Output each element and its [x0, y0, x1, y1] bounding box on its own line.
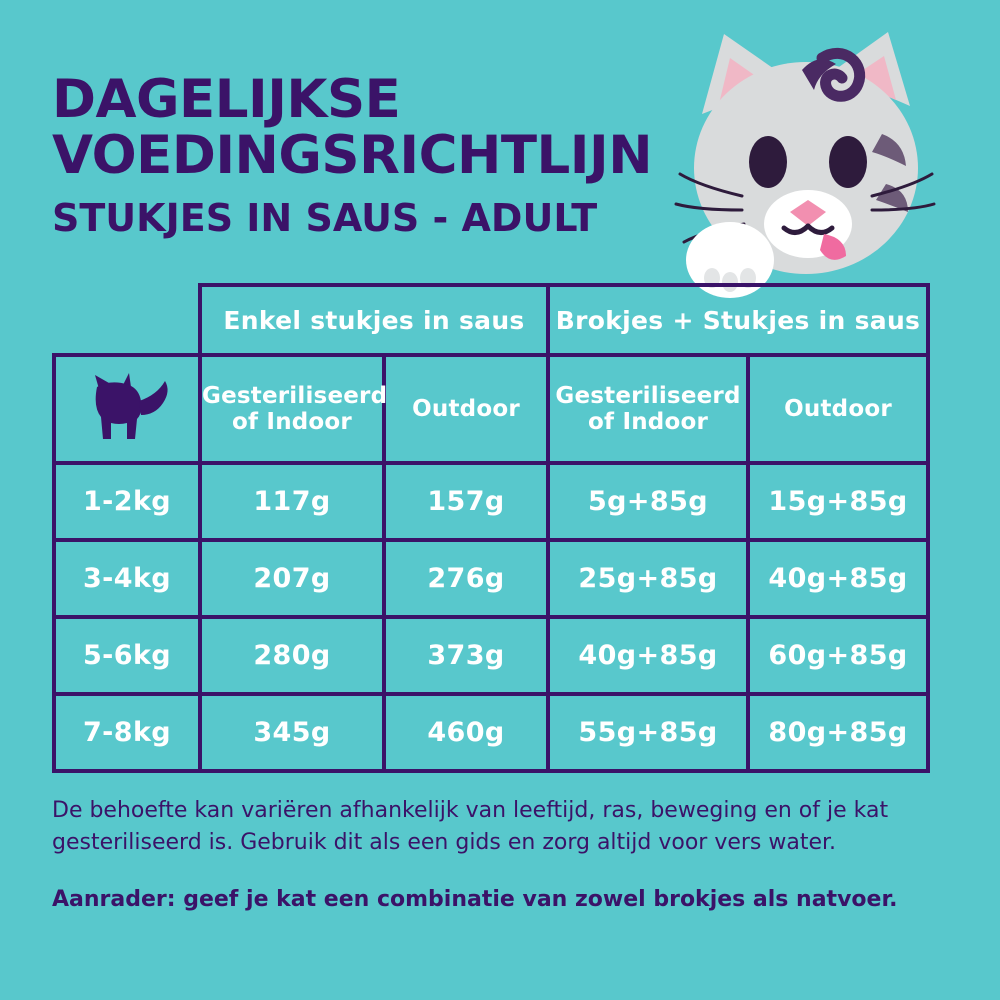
- row-3-value-1: 280g: [200, 617, 384, 694]
- sub-header-outdoor-mixed: Outdoor: [748, 355, 928, 463]
- row-4-value-3: 55g+85g: [548, 694, 748, 771]
- group-header-mixed: Brokjes + Stukjes in saus: [548, 285, 928, 355]
- row-3-value-2: 373g: [384, 617, 548, 694]
- table-sub-header-row: [54, 355, 928, 463]
- page-title-line-2: VOEDINGSRICHTLIJN: [52, 125, 653, 186]
- note-main-text: De behoefte kan variëren afhankelijk van leeftijd, ras, beweging en of je kat gesteriliseerd is. Gebruik dit als een gids en zorg altijd voor vers water.: [52, 798, 889, 855]
- footer-notes: [52, 795, 932, 915]
- table-row: [54, 463, 928, 540]
- feeding-table-wrapper: [52, 283, 926, 773]
- row-4-value-2: 460g: [384, 694, 548, 771]
- table-row: [54, 694, 928, 771]
- row-2-value-2: 276g: [384, 540, 548, 617]
- cat-silhouette-icon: [56, 357, 198, 461]
- page-title-line-1: DAGELIJKSE: [52, 69, 401, 130]
- cat-silhouette-icon-cell: [54, 355, 200, 463]
- row-weight-2: 3-4kg: [54, 540, 200, 617]
- page-title-block: [52, 69, 732, 240]
- row-weight-3: 5-6kg: [54, 617, 200, 694]
- note-tip-text: Aanrader: geef je kat een combinatie van zowel brokjes als natvoer.: [52, 887, 898, 912]
- table-row: [54, 540, 928, 617]
- table-group-header-row: [54, 285, 928, 355]
- sub-header-outdoor-single: Outdoor: [384, 355, 548, 463]
- row-4-value-1: 345g: [200, 694, 384, 771]
- row-1-value-1: 117g: [200, 463, 384, 540]
- row-1-value-4: 15g+85g: [748, 463, 928, 540]
- row-3-value-3: 40g+85g: [548, 617, 748, 694]
- row-3-value-4: 60g+85g: [748, 617, 928, 694]
- feeding-table: [52, 283, 930, 773]
- page-subtitle: STUKJES IN SAUS - ADULT: [52, 196, 598, 240]
- row-4-value-4: 80g+85g: [748, 694, 928, 771]
- sub-header-sterilised-indoor-mixed: Gesteriliseerd of Indoor: [548, 355, 748, 463]
- row-2-value-4: 40g+85g: [748, 540, 928, 617]
- table-corner-blank: [54, 285, 200, 355]
- row-1-value-2: 157g: [384, 463, 548, 540]
- row-2-value-1: 207g: [200, 540, 384, 617]
- sub-header-sterilised-indoor-single: Gesteriliseerd of Indoor: [200, 355, 384, 463]
- row-weight-4: 7-8kg: [54, 694, 200, 771]
- row-2-value-3: 25g+85g: [548, 540, 748, 617]
- group-header-single: Enkel stukjes in saus: [200, 285, 548, 355]
- row-weight-1: 1-2kg: [54, 463, 200, 540]
- table-row: [54, 617, 928, 694]
- row-1-value-3: 5g+85g: [548, 463, 748, 540]
